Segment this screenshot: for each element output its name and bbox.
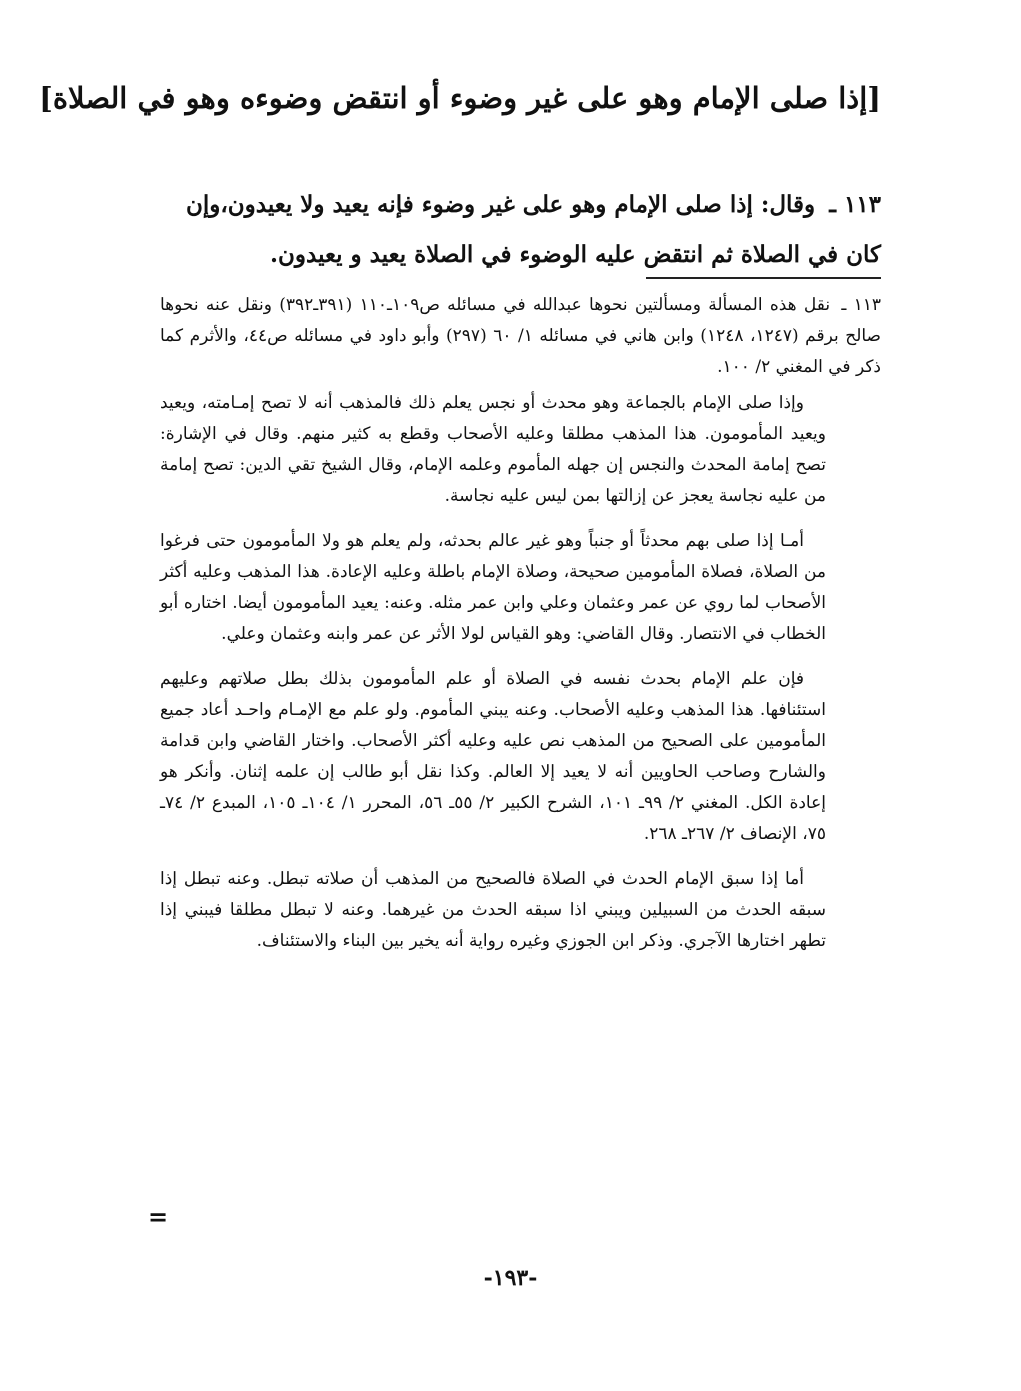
footnote-separator — [646, 277, 881, 279]
section-heading: [إذا صلى الإمام وهو على غير وضوء أو انتقض وضوءه وهو في الصلاة] — [39, 81, 881, 115]
footnote-number: ١١٣ ـ — [841, 295, 882, 315]
footnotes — [160, 290, 881, 957]
entry-text: وقال: إذا صلى الإمام وهو على غير وضوء فإنه يعيد ولا يعيدون،وإن كان في الصلاة ثم انتقض عليه الوضوء في الصلاة يعيد و يعيدون. — [185, 191, 881, 268]
main-entry — [150, 180, 881, 280]
footnote-text-1: نقل هذه المسألة ومسألتين نحوها عبدالله في مسائله ص١٠٩ـ١١٠ (٣٩١ـ٣٩٢) ونقل عنه نحوها صالح برقم (١٢٤٧، ١٢٤٨) وابن هاني في مسائله ١/ ٦٠ (٢٩٧) وأبو داود في مسائله ص٤٤، والأثرم كما ذكر في المغني ٢/ ١٠٠. — [160, 295, 881, 377]
footnote-paragraph-1 — [160, 290, 881, 383]
footnote-paragraph-5: أما إذا سبق الإمام الحدث في الصلاة فالصحيح من المذهب أن صلاته تبطل. وعنه تبطل إذا سبقه الحدث من السبيلين ويبني اذا سبقه الحدث من غيرهما. وعنه لا تبطل مطلقا فيبني إذا تطهر اختارها الآجري. وذكر ابن الجوزي وغيره رواية أنه يخير بين البناء والاستئناف. — [160, 869, 826, 951]
continuation-mark: = — [148, 1202, 169, 1231]
footnote-paragraph-3: أمـا إذا صلى بهم محدثاً أو جنباً وهو غير عالم بحدثه، ولم يعلم هو ولا المأمومون حتى فرغوا من الصلاة، فصلاة المأمومين صحيحة، وصلاة الإمام باطلة وعليه الإعادة. هذا المذهب وعليه أكثر الأصحاب لما روي عن عمر وعثمان وعلي وابن عمر مثله. وعنه: يعيد المأمومون أيضا. اختاره أبو الخطاب في الانتصار. وقال القاضي: وهو القياس لولا الأثر عن عمر وابنه وعثمان وعلي. — [160, 531, 826, 644]
entry-number: ١١٣ ـ — [829, 191, 881, 218]
footnote-paragraph-4: فإن علم الإمام بحدث نفسه في الصلاة أو علم المأمومون بذلك بطل صلاتهم وعليهم استئنافها. هذا المذهب وعليه الأصحاب. وعنه يبني المأموم. ولو علم مع الإمـام واحـد أعاد جميع المأمومين على الصحيح من المذهب نص عليه وعليه أكثر الأصحاب. واختار القاضي وابن قدامة والشارح وصاحب الحاويين أنه لا يعيد إلا العالم. وكذا نقل أبو طالب إن علمه إثنان. وأنكر هو إعادة الكل. المغني ٢/ ٩٩ـ ١٠١، الشرح الكبير ٢/ ٥٥ـ ٥٦، المحرر ١/ ١٠٤ـ ١٠٥، المبدع ٢/ ٧٤ـ ٧٥، الإنصاف ٢/ ٢٦٧ـ ٢٦٨. — [160, 669, 826, 844]
footnote-paragraph-2: وإذا صلى الإمام بالجماعة وهو محدث أو نجس يعلم ذلك فالمذهب أنه لا تصح إمـامته، ويعيد ويعيد المأمومون. هذا المذهب مطلقا وعليه الأصحاب وقطع به كثير منهم. وقال في الإشارة: تصح إمامة المحدث والنجس إن جهله المأموم وعلمه الإمام، وقال الشيخ تقي الدين: تصح إمامة من عليه نجاسة يعجز عن إزالتها بمن ليس عليه نجاسة. — [160, 393, 826, 506]
page-number: -١٩٣- — [483, 1265, 538, 1291]
